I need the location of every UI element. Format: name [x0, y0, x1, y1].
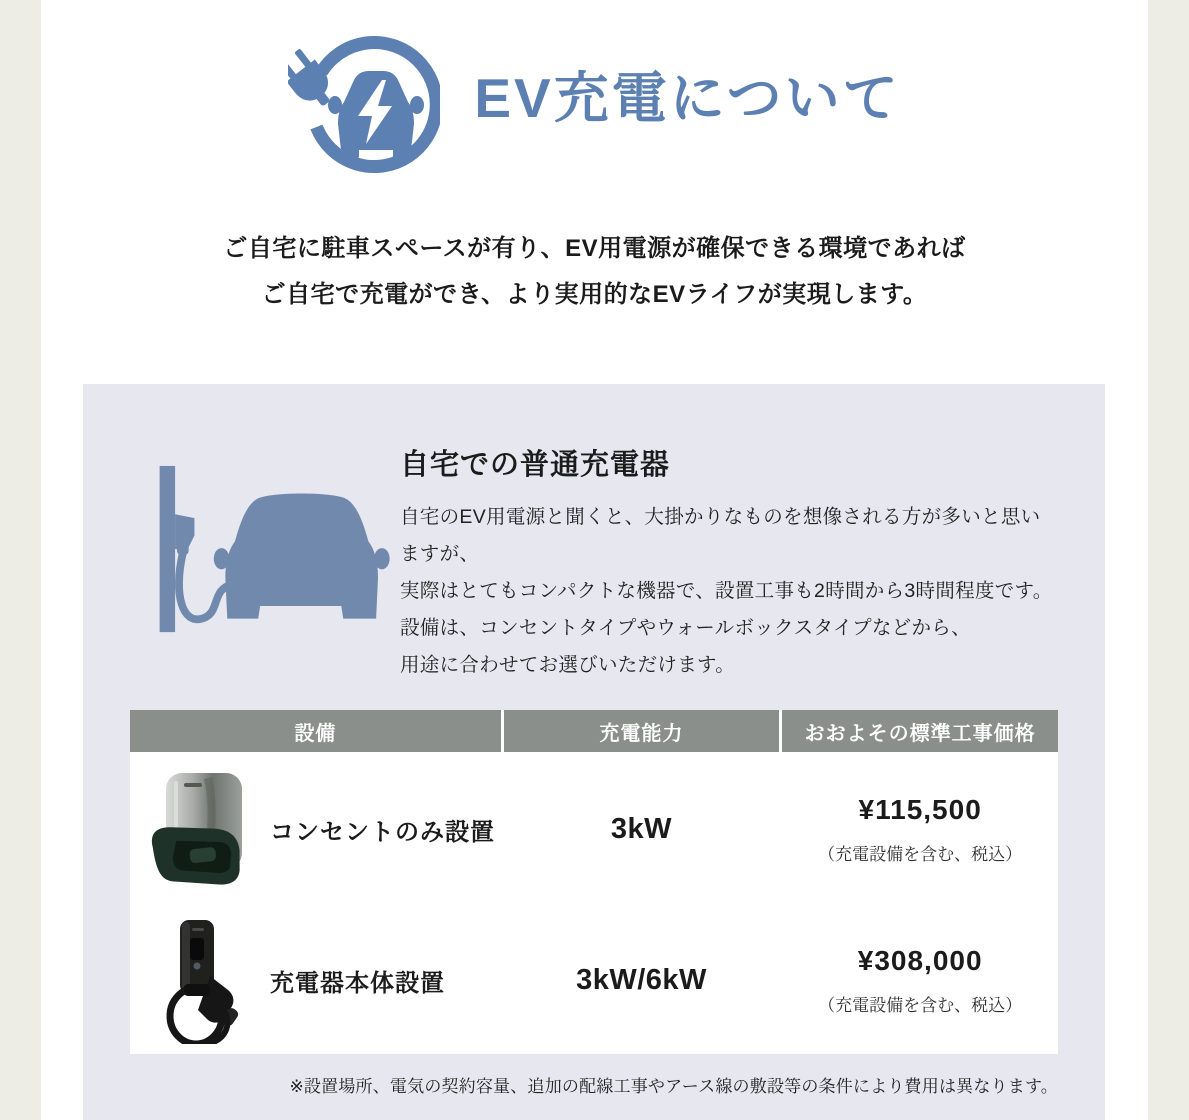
description-line-1: 自宅のEV用電源と聞くと、大掛かりなものを想像される方が多いと思いますが、	[400, 506, 1041, 565]
charger-spec-table	[130, 710, 1058, 1054]
description-line-4: 用途に合わせてお選びいただけます。	[400, 654, 736, 676]
intro-text	[0, 226, 1189, 318]
table-row-2-price	[782, 906, 1058, 1054]
price-note: （充電設備を含む、税込）	[818, 995, 1023, 1015]
left-edge-strip	[0, 0, 41, 1120]
right-edge-strip	[1148, 0, 1189, 1120]
column-header-capacity: 充電能力	[504, 710, 780, 752]
table-row-1-price	[782, 755, 1058, 903]
car-charging-station-illustration	[130, 442, 400, 684]
equipment-label: コンセントのみ設置	[270, 818, 495, 846]
table-footnote: ※設置場所、電気の契約容量、追加の配線工事やアース線の敷設等の条件により費用は異なります。	[289, 1077, 1058, 1096]
column-header-equipment: 設備	[130, 710, 501, 752]
page-title: EV充電について	[474, 66, 901, 129]
ev-car-plug-circle-icon	[288, 28, 440, 178]
description-line-2: 実際はとてもコンパクトな機器で、設置工事も2時間から3時間程度です。	[400, 580, 1053, 602]
outlet-socket-photo	[144, 765, 256, 893]
table-row-2-capacity	[504, 906, 780, 1054]
price-value: ¥308,000	[857, 944, 983, 976]
price-note: （充電設備を含む、税込）	[818, 844, 1023, 864]
capacity-value: 3kW/6kW	[576, 963, 707, 996]
intro-line-2: ご自宅で充電ができ、より実用的なEVライフが実現します。	[261, 281, 928, 308]
table-row-2-equipment	[130, 906, 501, 1054]
column-header-price: おおよその標準工事価格	[782, 710, 1058, 752]
wallbox-charger-photo	[144, 916, 256, 1044]
capacity-value: 3kW	[610, 812, 673, 845]
price-value: ¥115,500	[858, 793, 982, 825]
section-description	[400, 499, 1058, 684]
table-row-1-equipment	[130, 755, 501, 903]
page-header	[0, 0, 1189, 178]
intro-line-1: ご自宅に駐車スペースが有り、EV用電源が確保できる環境であれば	[223, 235, 966, 262]
table-row-1-capacity	[504, 755, 780, 903]
home-charger-card	[83, 384, 1105, 1120]
section-title: 自宅での普通充電器	[400, 449, 671, 481]
description-line-3: 設備は、コンセントタイプやウォールボックスタイプなどから、	[400, 617, 971, 639]
equipment-label: 充電器本体設置	[270, 969, 445, 997]
